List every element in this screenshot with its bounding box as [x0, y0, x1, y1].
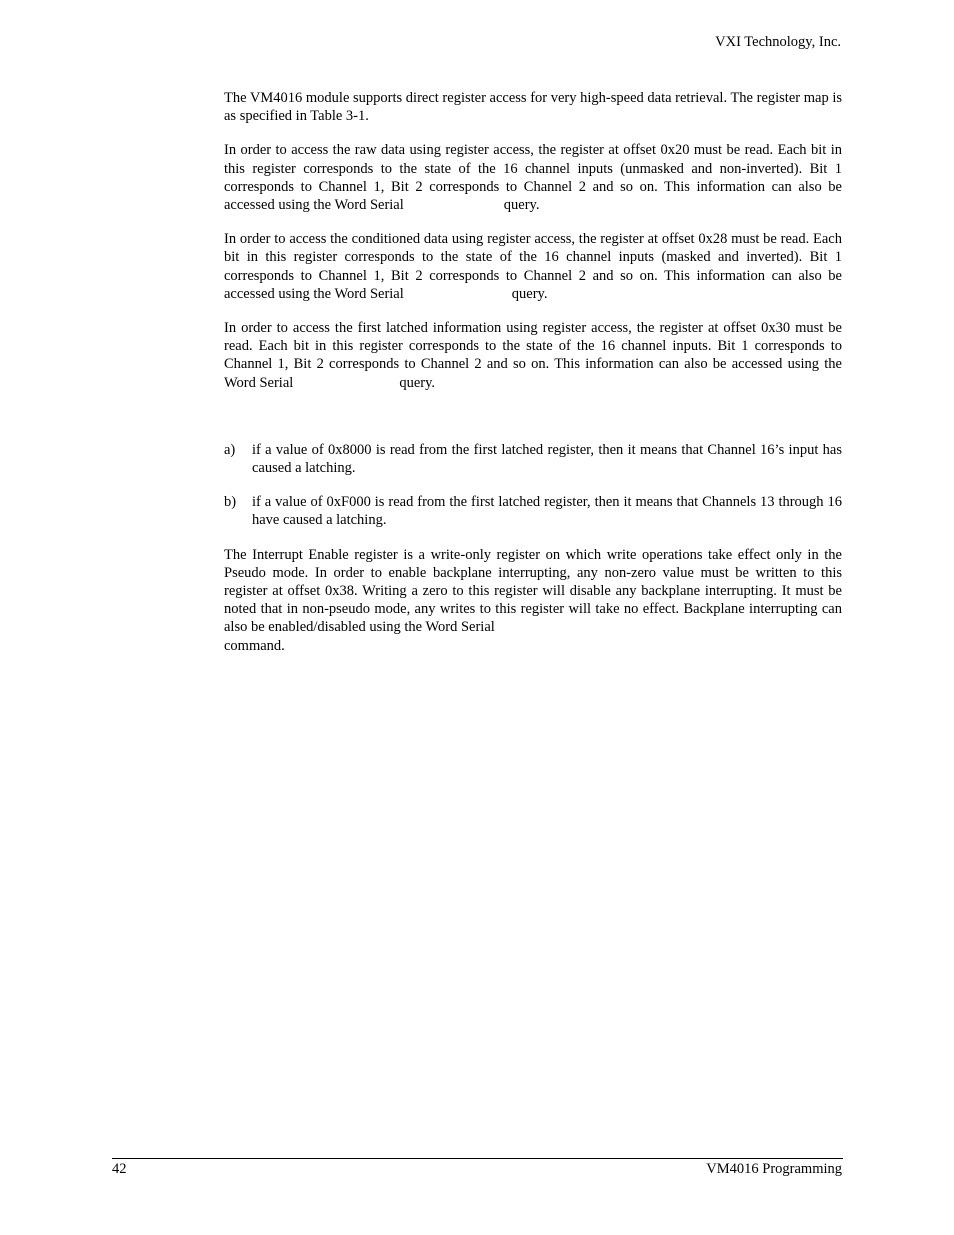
interrupt-enable-text: The Interrupt Enable register is a write-only register on which write operations take effect only in the Pseudo mode. In order to enable backplane interrupting, any non-zero value must be written to this register at offset 0x38. Writing a zero to this register will disable any backplane interrupting. It must be noted that in non-pseudo mode, any writes to this register will take no effect. Backplane interrupting can also be enabled/disabled using the Word Serial [224, 546, 842, 636]
raw-data-text: In order to access the raw data using register access, the register at offset 0x20 must be read. Each bit in this register corresponds to the state of the 16 channel inputs (unmasked and non-inverted). Bit 1 corresponds to Channel 1, Bit 2 corresponds to Channel 2 and so on. This information can also be accessed using the Word Serial [224, 142, 842, 214]
raw-data-paragraph [224, 141, 842, 214]
conditioned-data-text: In order to access the conditioned data using register access, the register at offset 0x28 must be read. Each bit in this register corresponds to the state of the 16 channel inputs (masked and inverted). Bit 1 corresponds to Channel 1, Bit 2 corresponds to Channel 2 and so on. This information can also be accessed using the Word Serial [224, 231, 842, 302]
latched-data-text: In order to access the first latched information using register access, the register at offset 0x30 must be read. Each bit in this register corresponds to the state of the 16 channel inputs. Bit 1 corresponds to Channel 1, Bit 2 corresponds to Channel 2 and so on. This information can also be accessed using the Word Serial [224, 320, 842, 391]
latched-data-query: query. [399, 374, 436, 391]
footer-divider [112, 1158, 843, 1159]
blank-line [224, 408, 842, 441]
header-company: VXI Technology, Inc. [715, 34, 841, 50]
interrupt-enable-command: command. [224, 637, 285, 654]
latched-data-paragraph [224, 319, 842, 392]
list-marker: b) [224, 494, 237, 511]
conditioned-data-paragraph [224, 230, 842, 303]
list-item [224, 441, 842, 477]
conditioned-data-query: query. [511, 285, 548, 302]
raw-data-query: query. [503, 197, 540, 214]
list-item [224, 493, 842, 529]
interrupt-enable-paragraph [224, 546, 842, 655]
page-number: 42 [112, 1161, 127, 1177]
list-text: if a value of 0xF000 is read from the first latched register, then it means that Channels 13 through 16 have caused a latching. [252, 494, 842, 529]
footer-section-title: VM4016 Programming [706, 1161, 842, 1177]
intro-paragraph: The VM4016 module supports direct register access for very high-speed data retrieval. The register map is as specified in Table 3-1. [224, 90, 842, 125]
page-content [224, 89, 842, 671]
list-text: if a value of 0x8000 is read from the first latched register, then it means that Channel 16’s input has caused a latching. [252, 441, 842, 477]
list-marker: a) [224, 441, 236, 458]
